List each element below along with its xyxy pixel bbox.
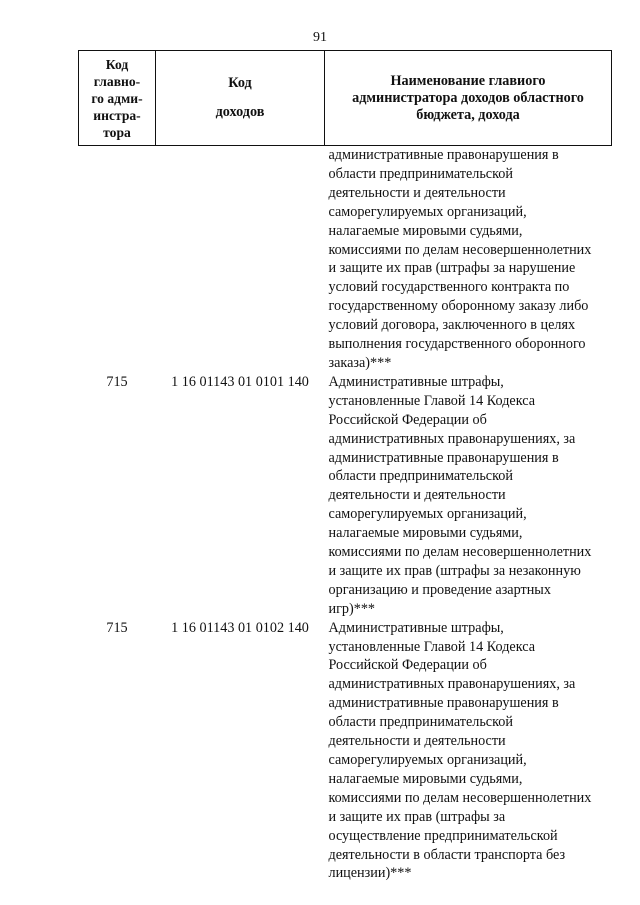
income-code-cell: 1 16 01143 01 0101 140	[171, 373, 309, 390]
header-name-line-1: Наименование главиого	[390, 72, 546, 89]
header-row	[79, 51, 612, 146]
header-income-code-line-1: Код	[228, 75, 252, 91]
income-name-line: налагаемые мировыми судьями,	[328, 770, 523, 787]
budget-table	[78, 50, 612, 883]
income-name-line: выполнения государственного оборонного	[328, 336, 586, 353]
income-name-line: лицензии)***	[328, 865, 412, 882]
header-name	[325, 51, 612, 146]
table-row	[79, 619, 612, 884]
income-name-line: административные правонарушения в	[328, 695, 559, 712]
income-name-line: организацию и проведение азартных	[328, 581, 551, 598]
income-name-line: деятельности и деятельности	[328, 184, 506, 201]
table-row	[79, 373, 612, 619]
table-header	[79, 51, 612, 146]
income-name-line: игр)***	[328, 600, 376, 617]
header-admin-code-line: главно-	[93, 73, 141, 89]
income-name-line: саморегулируемых организаций,	[328, 752, 527, 768]
header-admin-code	[79, 51, 156, 146]
income-name-cell	[325, 146, 612, 373]
header-name-line-3: бюджета, дохода	[416, 106, 520, 123]
income-name-cell	[325, 373, 612, 619]
income-name-line: саморегулируемых организаций,	[328, 203, 527, 220]
header-income-code	[156, 51, 325, 146]
income-name-line: условий государственного контракта по	[328, 279, 570, 296]
income-name-line: комиссиями по делам несовершеннолетних	[328, 789, 592, 806]
income-name-line: административных правонарушениях, за	[328, 430, 576, 447]
income-name-line: установленные Главой 14 Кодекса	[328, 638, 536, 655]
income-code-cell: 1 16 01143 01 0102 140	[171, 619, 309, 636]
table-row	[79, 146, 612, 373]
income-name-line: области предпринимательской	[328, 165, 513, 182]
header-admin-code-line: го адми-	[91, 90, 143, 106]
income-name-line: саморегулируемых организаций,	[328, 506, 527, 523]
income-name-line: и защите их прав (штрафы за	[328, 808, 506, 825]
header-admin-code-line: инстра-	[93, 107, 141, 123]
income-name-line: деятельности в области транспорта без	[328, 846, 566, 863]
income-name-line: Административные штрафы,	[328, 373, 504, 390]
income-name-line: государственному оборонному заказу либо	[328, 298, 589, 315]
income-name-line: деятельности и деятельности	[328, 487, 506, 504]
income-name-line: административные правонарушения в	[328, 449, 559, 466]
income-name-line: Административные штрафы,	[328, 619, 504, 636]
income-name-line: налагаемые мировыми судьями,	[328, 525, 523, 542]
income-name-line: области предпринимательской	[328, 468, 513, 485]
income-name-line: заказа)***	[328, 354, 392, 371]
income-name-line: административные правонарушения в	[328, 147, 559, 163]
income-name-line: установленные Главой 14 Кодекса	[328, 392, 536, 409]
header-income-code-line-2: доходов	[215, 104, 265, 120]
page-number: 91	[313, 30, 327, 45]
income-name-line: Российской Федерации об	[328, 657, 487, 674]
income-name-line: условий договора, заключенного в целях	[328, 317, 576, 334]
income-name-line: административных правонарушениях, за	[328, 676, 576, 693]
income-name-line: Российской Федерации об	[328, 411, 487, 428]
income-name-line: комиссиями по делам несовершеннолетних	[328, 544, 592, 561]
income-code-cell	[156, 146, 325, 373]
admin-code-cell: 715	[106, 373, 128, 390]
header-name-line-2: администратора доходов областного	[352, 89, 584, 106]
income-name-line: деятельности и деятельности	[328, 733, 506, 750]
income-name-line: и защите их прав (штрафы за нарушение	[328, 260, 576, 277]
admin-code-cell	[79, 146, 156, 373]
income-name-line: налагаемые мировыми судьями,	[328, 222, 523, 239]
income-name-cell	[325, 619, 612, 884]
income-name-line: комиссиями по делам несовершеннолетних	[328, 241, 592, 258]
header-admin-code-line: тора	[103, 124, 131, 140]
income-name-line: и защите их прав (штрафы за незаконную	[328, 562, 581, 579]
header-admin-code-line: Код	[105, 56, 129, 72]
income-name-line: области предпринимательской	[328, 714, 513, 731]
table-body	[79, 146, 612, 884]
income-name-line: осуществление предпринимательской	[328, 827, 558, 844]
admin-code-cell: 715	[106, 619, 128, 636]
